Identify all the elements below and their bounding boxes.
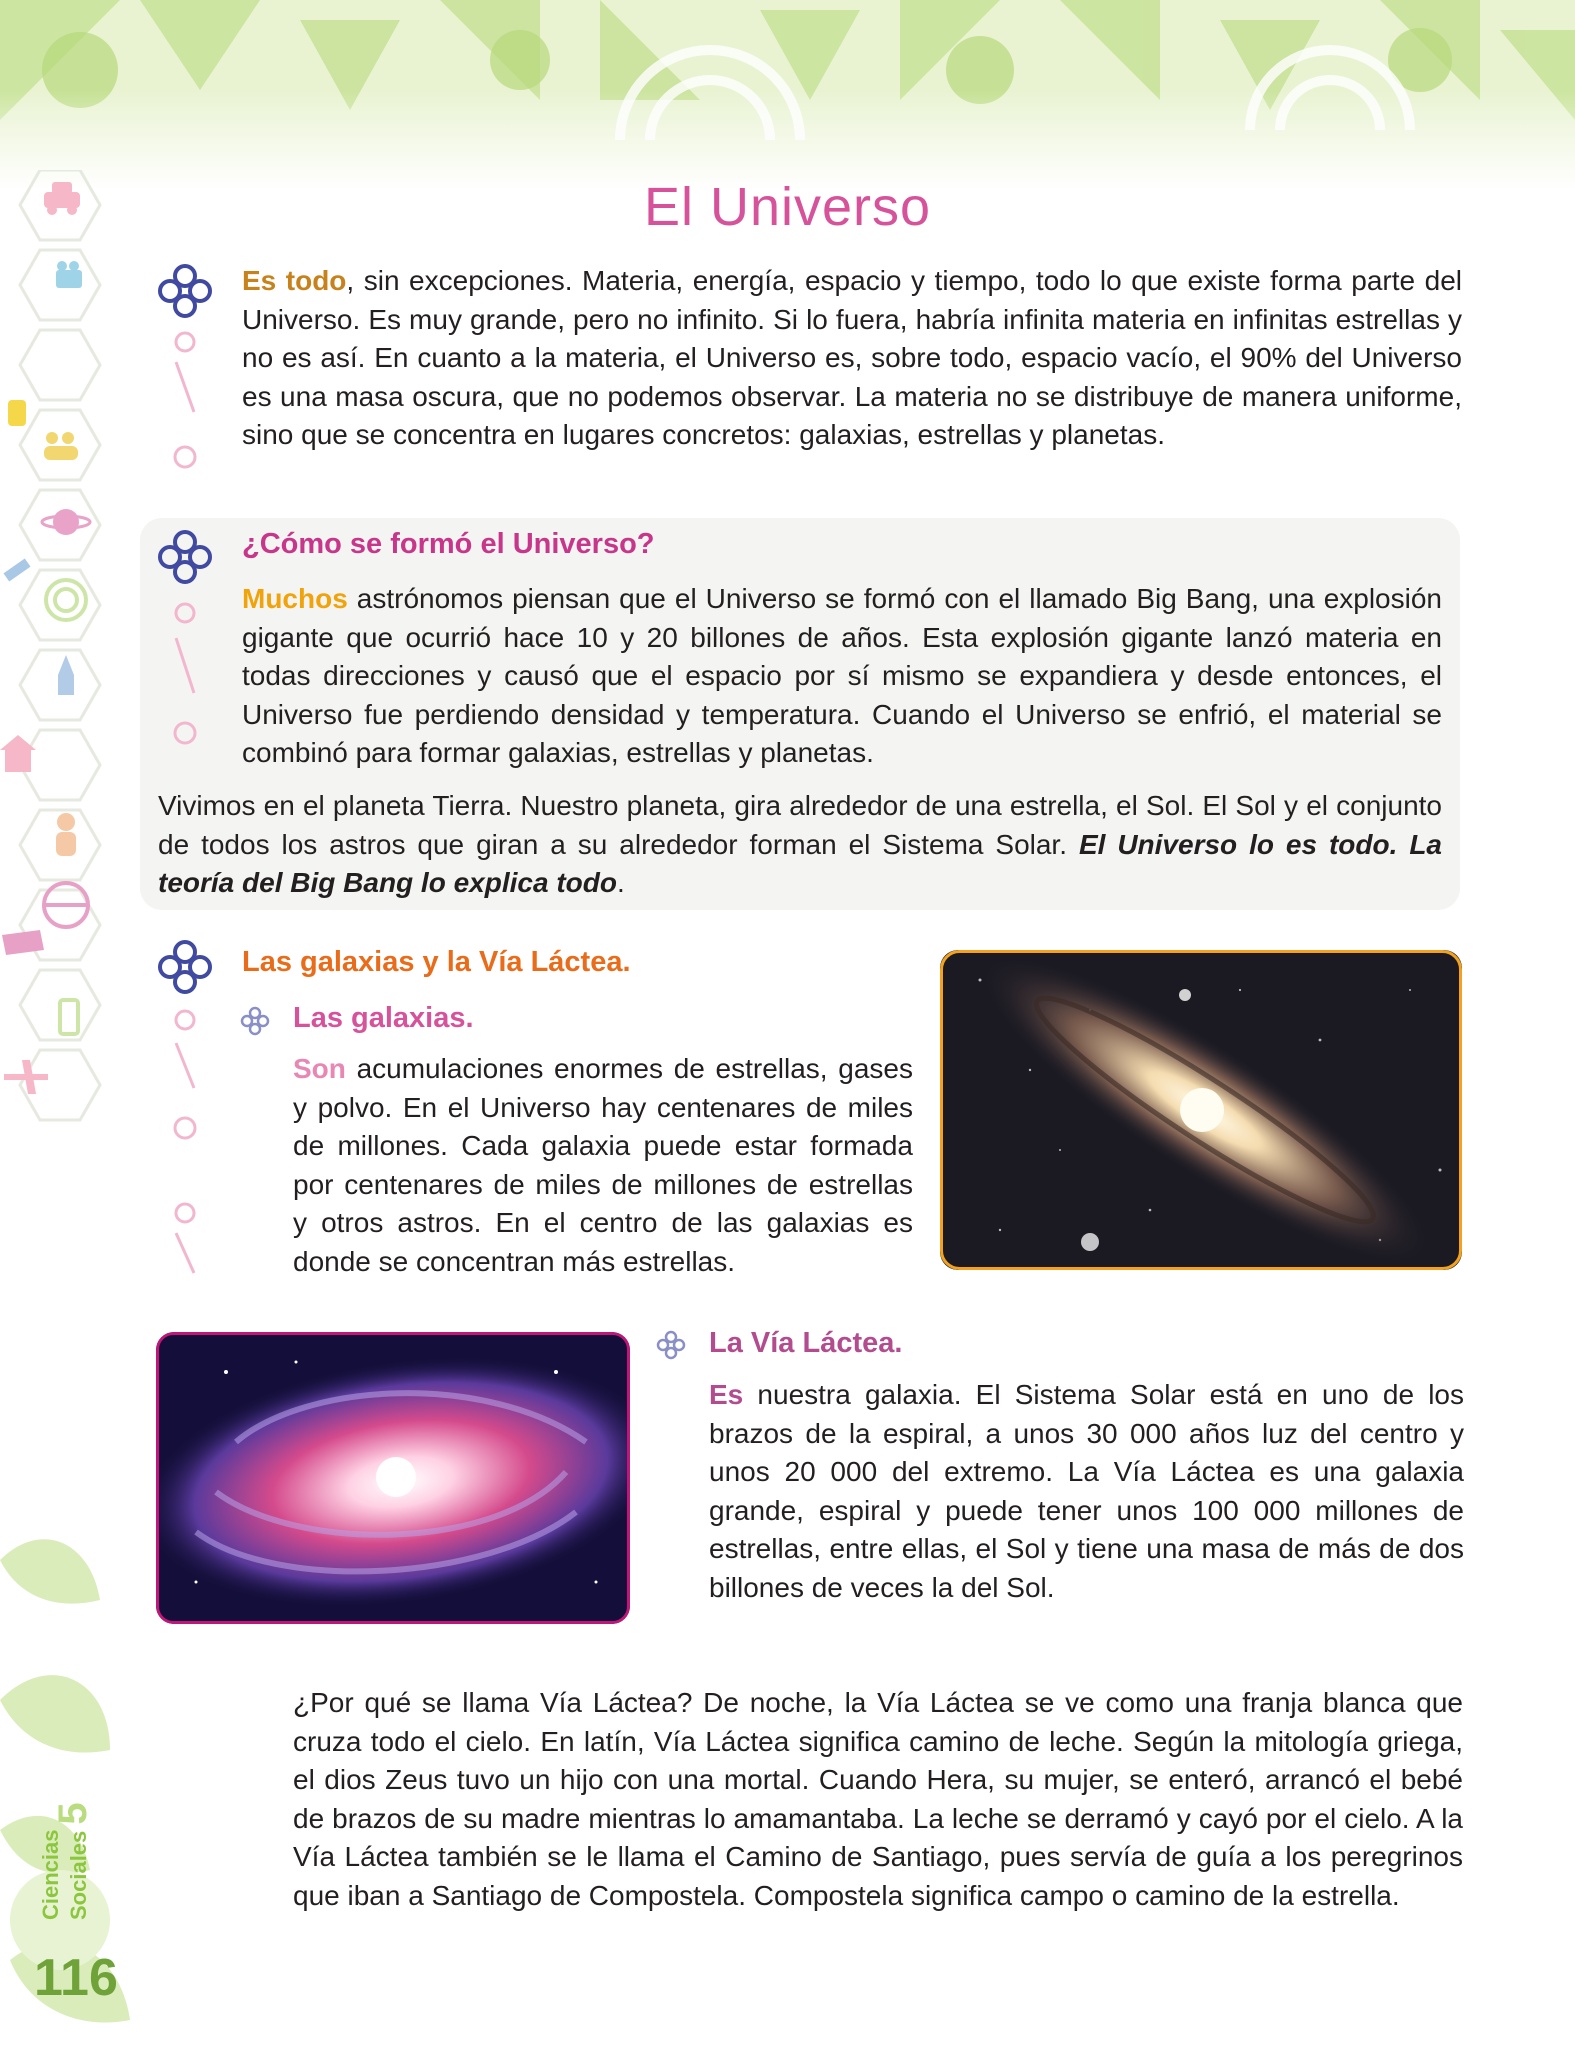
left-icon-sidebar xyxy=(0,170,130,1220)
atom-icon xyxy=(176,1011,194,1029)
bigbang-heading: ¿Cómo se formó el Universo? xyxy=(242,528,655,560)
galaxies-sub1-paragraph xyxy=(293,1050,913,1281)
bigbang-text: astrónomos piensan que el Universo se formó con el llamado Big Bang, una explosión gigante que ocurrió hace 10 y 20 billones de años. Esta explosión gigante lanzó materia en todas direcciones y causó que el espacio por sí mismo se expandiera y desde entonces, el Universo fue perdiendo densidad y temperatura. Cuando el Universo se enfrió, el material se combinó para formar galaxias, estrellas y planetas. xyxy=(242,583,1442,768)
atom-icon xyxy=(176,1204,194,1222)
small-clover-bullet-icon xyxy=(240,1006,270,1036)
galaxies-sub2-lead: Es xyxy=(709,1379,744,1410)
book-grade: 5 xyxy=(51,1802,95,1825)
target-icon xyxy=(46,580,86,620)
phone-icon xyxy=(60,1000,78,1034)
galaxies-sub1-text: acumulaciones enormes de estrellas, gases y polvo. En el Universo hay centenares de miles de millones. Cada galaxia puede estar formada por centenares de miles de millones de estrellas y otros astros. En el centro de las galaxias es donde se concentran más estrellas. xyxy=(293,1053,913,1277)
galaxies-heading: Las galaxias y la Vía Láctea. xyxy=(242,946,631,978)
pencil-icon xyxy=(176,1233,194,1273)
people-icon xyxy=(44,432,78,460)
bullet-decoration-3 xyxy=(150,938,220,1278)
book-label: Ciencias Sociales xyxy=(38,1829,91,1920)
planet-icon xyxy=(42,509,90,535)
bigbang-paragraph-2 xyxy=(158,787,1442,903)
pencil-icon xyxy=(176,638,194,693)
small-clover-bullet-icon xyxy=(656,1330,686,1360)
magnifier-icon xyxy=(175,1118,195,1138)
milkyway-story-paragraph: ¿Por qué se llama Vía Láctea? De noche, la Vía Láctea se ve como una franja blanca que cruza todo el cielo. En latín, Vía Láctea significa camino de leche. Según la mitología griega, el dios Zeus tuvo un hijo con una mortal. Cuando Hera, su mujer, se enteró, arrancó el bebé de brazos de su madre mientras lo amamantaba. La leche se derramó y cayó por el cielo. A la Vía Láctea también se le llama el Camino de Santiago, pues servía de guía a los peregrinos que iban a Santiago de Compostela. Compostela significa campo o camino de la estrella. xyxy=(293,1687,1463,1911)
clover-bullet-icon xyxy=(160,266,210,316)
bigbang-paragraph xyxy=(242,580,1442,773)
pencil-icon xyxy=(176,362,194,412)
satellite-icon xyxy=(3,558,30,581)
galaxies-sub2-text: nuestra galaxia. El Sistema Solar está en uno de los brazos de la espiral, a unos 30 000 años luz del centro y unos 20 000 del extremo. La Vía Láctea es una galaxia grande, espiral y puede tener unos 100 000 millones de estrellas, entre ellas, el Sol y tiene una masa de más de dos billones de veces la del Sol. xyxy=(709,1379,1464,1603)
book-icon xyxy=(2,930,44,955)
bullet-decoration-1 xyxy=(150,262,220,482)
top-decorative-band xyxy=(0,0,1575,190)
bigbang-lead: Muchos xyxy=(242,583,348,614)
astronaut-icon xyxy=(56,813,76,856)
galaxies-sub1-lead: Son xyxy=(293,1053,346,1084)
magnifier-icon xyxy=(175,723,195,743)
andromeda-galaxy-photo xyxy=(940,950,1462,1270)
page-number: 116 xyxy=(34,1949,118,2007)
camera-icon xyxy=(56,261,82,288)
bigbang-para2-end: . xyxy=(616,867,625,898)
house-icon xyxy=(0,735,36,772)
bigbang-para2: Vivimos en el planeta Tierra. Nuestro planeta, gira alrededor de una estrella, el Sol. El Sol y el conjunto de todos los astros que giran a su alrededor forman el Sistema Solar. xyxy=(158,790,1442,860)
atom-icon xyxy=(176,604,194,622)
intro-lead: Es todo xyxy=(242,265,347,296)
galaxies-sub2-paragraph xyxy=(709,1376,1464,1607)
touch-icon xyxy=(8,400,26,426)
pencil-icon xyxy=(176,1043,194,1088)
milky-way-photo xyxy=(156,1332,630,1624)
galaxies-sub2-heading: La Vía Láctea. xyxy=(709,1327,903,1359)
clover-bullet-icon xyxy=(160,532,210,582)
rocket-icon xyxy=(58,655,74,695)
galaxies-sub1-heading: Las galaxias. xyxy=(293,1002,474,1034)
bullet-decoration-2 xyxy=(150,528,220,758)
bigbang-emphasis: El Universo lo es todo. La teoría del Big Bang lo explica todo xyxy=(158,828,1442,898)
intro-text: , sin excepciones. Materia, energía, espacio y tiempo, todo lo que existe forma parte del Universo. Es muy grande, pero no infinito. Si lo fuera, habría infinita materia en infinitas estrellas y no es así. En cuanto a la materia, el Universo es, sobre todo, espacio vacío, el 90% del Universo es una masa oscura, que no podemos observar. La materia no se distribuye de manera uniforme, sino que se concentra en lugares concretos: galaxias, estrellas y planetas. xyxy=(242,265,1462,450)
intro-paragraph xyxy=(242,262,1462,455)
book-side-label xyxy=(40,1760,110,1920)
clover-bullet-icon xyxy=(160,942,210,992)
atom-icon xyxy=(176,333,194,351)
page-title: El Universo xyxy=(643,177,932,237)
airplane-icon xyxy=(4,1060,48,1094)
magnifier-icon xyxy=(175,447,195,467)
